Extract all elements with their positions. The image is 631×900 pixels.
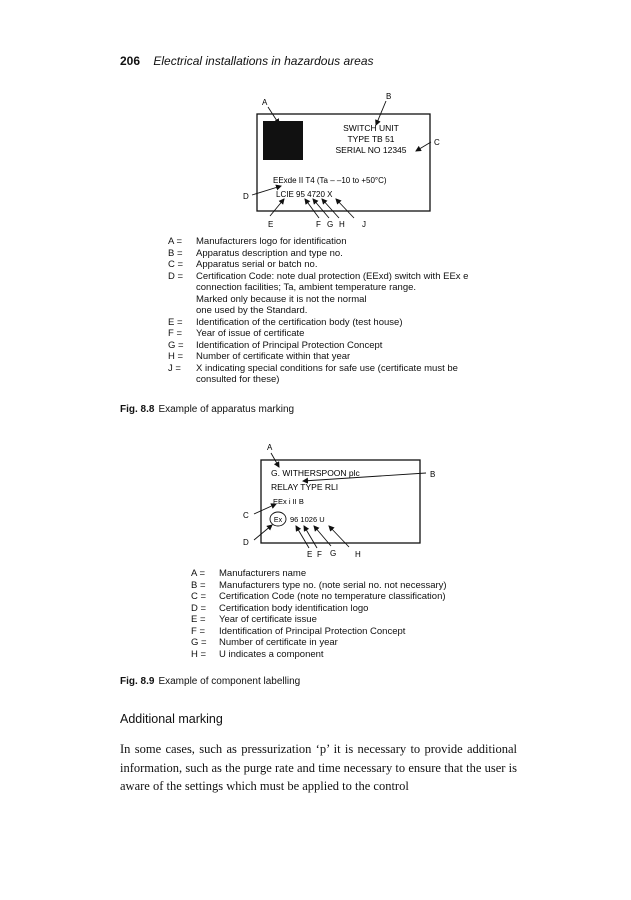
legend-row (168, 340, 468, 352)
callout-h: H (339, 220, 345, 229)
label-certificate-number: 96 1026 U (290, 515, 325, 524)
legend-continuation: one used by the Standard. (196, 305, 308, 316)
leader-g (313, 199, 329, 218)
legend-text: U indicates a component (219, 648, 324, 660)
legend-key: H = (191, 648, 207, 660)
leader-f-89 (304, 526, 317, 548)
callout-a-89: A (267, 443, 273, 452)
legend-key: F = (191, 625, 205, 637)
legend-text: Manufacturers type no. (note serial no. not necessary) (219, 579, 447, 591)
legend-row (191, 580, 447, 592)
label-type: RELAY TYPE RLI (271, 482, 339, 492)
plate-certification-code: EExde II T4 (Ta – –10 to +50°C) (273, 176, 387, 185)
caption-text: Example of apparatus marking (158, 404, 295, 415)
leader-j (336, 199, 354, 218)
body-paragraph: In some cases, such as pressurization ‘p’ it is necessary to provide additional information, such as the purge rate and time necessary to ensure that the user is aware of the settings which must be applied to the control (120, 742, 517, 793)
legend-text: Identification of Principal Protection Concept (196, 339, 383, 351)
plate-description: SWITCH UNIT (343, 123, 399, 133)
legend-text: Certification Code (note no temperature classification) (219, 591, 446, 602)
legend-row (168, 271, 468, 283)
legend-text: Manufacturers name (219, 568, 307, 579)
legend-key: C = (191, 591, 207, 602)
page-number: 206 (120, 54, 141, 68)
callout-b: B (386, 92, 392, 101)
legend-key: J = (168, 362, 181, 374)
leader-d-89 (254, 525, 272, 540)
legend-text: Identification of the certification body (test house) (196, 316, 403, 328)
legend-text: Number of certificate in year (219, 637, 338, 648)
fig-8-8-plate (257, 114, 430, 211)
legend-text: Certification body identification logo (219, 602, 369, 614)
leader-f (305, 199, 319, 218)
legend-key: D = (168, 270, 184, 282)
legend-text: Apparatus description and type no. (196, 247, 343, 259)
leader-e-89 (296, 526, 309, 548)
legend-key: A = (168, 236, 182, 247)
legend-key: B = (191, 579, 206, 591)
legend-row (191, 591, 447, 603)
legend-row (191, 614, 447, 626)
callout-f-89: F (317, 550, 322, 559)
caption-text: Example of component labelling (158, 676, 301, 687)
legend-key: E = (168, 316, 183, 328)
legend-key: H = (168, 351, 184, 362)
callout-e-89: E (307, 550, 313, 559)
legend-key: A = (191, 568, 205, 579)
legend-row (191, 649, 447, 661)
fig-8-8-caption (120, 404, 294, 415)
leader-e (270, 199, 284, 216)
fig-8-9-plate (261, 460, 420, 543)
section-heading: Additional marking (120, 712, 223, 726)
fig-8-9-legend (191, 568, 447, 660)
legend-row (191, 603, 447, 615)
callout-a: A (262, 98, 268, 107)
callout-j: J (362, 220, 366, 229)
legend-text: Manufacturers logo for identification (196, 236, 347, 247)
legend-text: Year of issue of certificate (196, 328, 305, 339)
legend-row (168, 351, 468, 363)
callout-d: D (243, 192, 249, 201)
callout-c-89: C (243, 511, 249, 520)
leader-b (376, 101, 386, 125)
legend-row (191, 626, 447, 638)
legend-key: D = (191, 602, 207, 614)
legend-text: Identification of Principal Protection Concept (219, 625, 406, 637)
legend-row (168, 363, 468, 375)
leader-h (322, 199, 339, 218)
callout-e: E (268, 220, 274, 229)
legend-row (168, 259, 468, 271)
callout-g: G (327, 220, 334, 229)
legend-row (168, 317, 468, 329)
running-title: Electrical installations in hazardous areas (153, 54, 374, 68)
legend-row (168, 248, 468, 260)
fig-8-8-callout-letters (243, 92, 440, 229)
plate-serial: SERIAL NO 12345 (335, 145, 407, 155)
callout-g-89: G (330, 549, 337, 558)
label-certification-code: EEx i II B (273, 497, 304, 506)
legend-row (168, 236, 468, 248)
leader-h-89 (329, 526, 349, 547)
callout-d-89: D (243, 538, 249, 547)
legend-key: F = (168, 328, 182, 339)
callout-b-89: B (430, 470, 436, 479)
legend-key: G = (168, 339, 184, 351)
legend-key: G = (191, 637, 207, 648)
legend-row (191, 568, 447, 580)
legend-text: X indicating special conditions for safe use (certificate must be (196, 362, 458, 374)
legend-text: Certification Code: note dual protection (EExd) switch with EEx e (196, 270, 469, 282)
legend-key: B = (168, 247, 183, 259)
legend-text: Number of certificate within that year (196, 351, 351, 362)
plate-type: TYPE TB 51 (347, 134, 395, 144)
callout-f: F (316, 220, 321, 229)
plate-certificate-number: LCIE 95 4720 X (276, 190, 333, 199)
callout-c: C (434, 138, 440, 147)
legend-row (168, 328, 468, 340)
legend-text: Apparatus serial or batch no. (196, 259, 318, 270)
caption-label: Fig. 8.8 (120, 404, 155, 415)
fig-8-9-caption (120, 676, 300, 687)
leader-c (416, 142, 431, 151)
legend-continuation: connection facilities; Ta, ambient temperature range. (196, 282, 417, 293)
caption-label: Fig. 8.9 (120, 676, 155, 687)
legend-key: E = (191, 614, 206, 625)
legend-text: Year of certificate issue (219, 614, 317, 625)
leader-c-89 (254, 504, 276, 514)
label-manufacturer: G. WITHERSPOON plc (271, 468, 360, 478)
manufacturer-logo (263, 121, 303, 160)
ex-mark: Ex (273, 517, 283, 524)
legend-continuation: consulted for these) (196, 374, 280, 385)
fig-8-8-legend (168, 236, 468, 386)
callout-h-89: H (355, 550, 361, 559)
legend-continuation: Marked only because it is not the normal (196, 293, 367, 305)
legend-key: C = (168, 259, 184, 270)
legend-row (191, 637, 447, 649)
